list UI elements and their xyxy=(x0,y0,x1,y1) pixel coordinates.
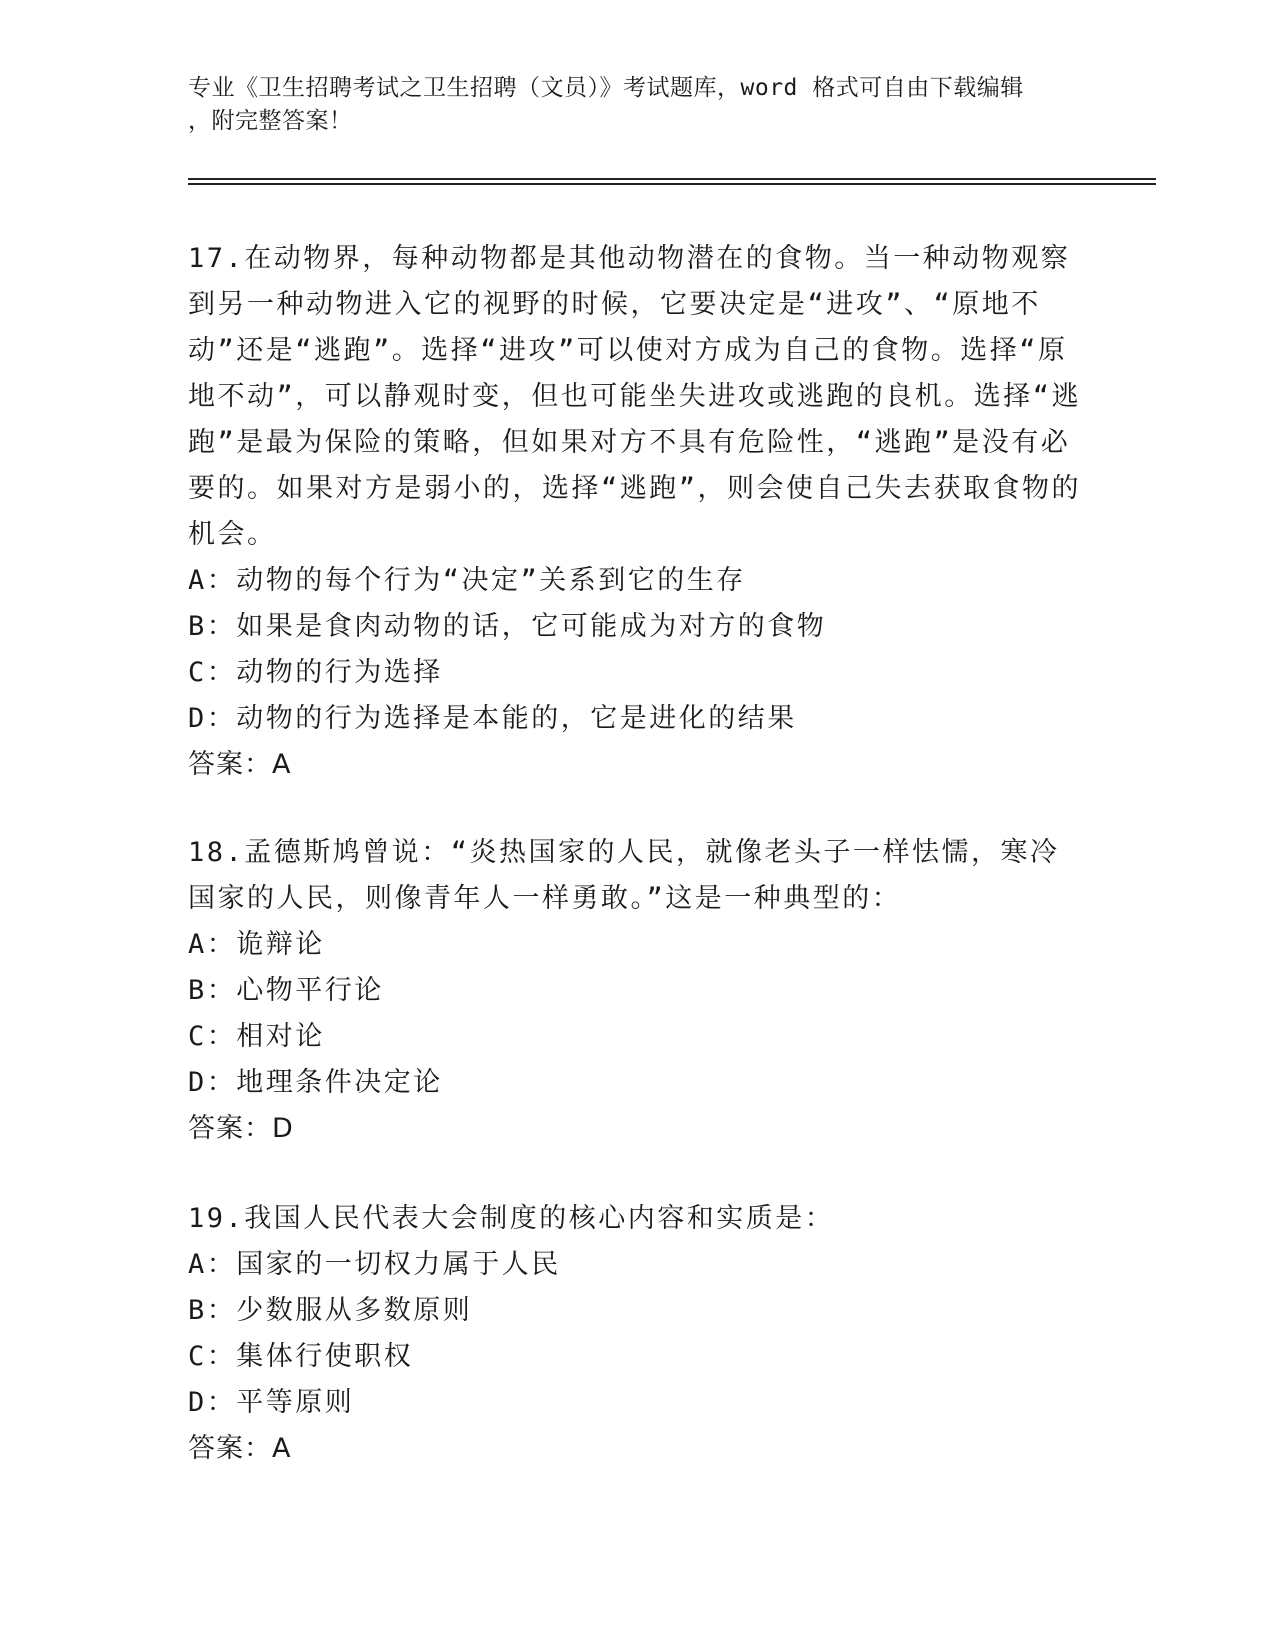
option-list xyxy=(188,558,1088,742)
question-19 xyxy=(188,1196,1088,1472)
option-a: A：动物的每个行为“决定”关系到它的生存 xyxy=(188,565,746,596)
option-d: D：平等原则 xyxy=(188,1387,355,1418)
option-d: D：动物的行为选择是本能的，它是进化的结果 xyxy=(188,703,797,734)
option-c: C：集体行使职权 xyxy=(188,1341,414,1372)
option-a: A：国家的一切权力属于人民 xyxy=(188,1249,561,1280)
question-text: 17.在动物界，每种动物都是其他动物潜在的食物。当一种动物观察到另一种动物进入它的视野的时候，它要决定是“进攻”、“原地不动”还是“逃跑”。选择“进攻”可以使对方成为自己的食物。选择“原地不动”，可以静观时变，但也可能坐失进攻或逃跑的良机。选择“逃跑”是最为保险的策略，但如果对方不具有危险性，“逃跑”是没有必要的。如果对方是弱小的，选择“逃跑”，则会使自己失去获取食物的机会。 xyxy=(188,243,1082,550)
option-c: C：动物的行为选择 xyxy=(188,657,443,688)
answer-line: 答案：A xyxy=(188,1433,292,1464)
option-c: C：相对论 xyxy=(188,1021,325,1052)
header-divider-bottom xyxy=(188,183,1156,185)
option-b: B：心物平行论 xyxy=(188,975,384,1006)
header-line-2: ，附完整答案！ xyxy=(188,108,353,134)
answer-line: 答案：D xyxy=(188,1113,294,1144)
option-b: B：少数服从多数原则 xyxy=(188,1295,473,1326)
option-list xyxy=(188,922,1088,1106)
option-a: A：诡辩论 xyxy=(188,929,325,960)
option-list xyxy=(188,1242,1088,1426)
question-18 xyxy=(188,830,1088,1152)
header-divider-top xyxy=(188,178,1156,180)
header-line-1: 专业《卫生招聘考试之卫生招聘（文员）》考试题库，word 格式可自由下载编辑 xyxy=(188,75,1024,101)
option-d: D：地理条件决定论 xyxy=(188,1067,443,1098)
question-text: 18.孟德斯鸠曾说：“炎热国家的人民，就像老头子一样怯懦，寒冷国家的人民，则像青年人一样勇敢。”这是一种典型的： xyxy=(188,837,1060,914)
question-text: 19.我国人民代表大会制度的核心内容和实质是： xyxy=(188,1203,835,1234)
option-b: B：如果是食肉动物的话，它可能成为对方的食物 xyxy=(188,611,827,642)
question-17 xyxy=(188,236,1088,788)
document-header xyxy=(188,72,1068,138)
answer-line: 答案：A xyxy=(188,749,292,780)
